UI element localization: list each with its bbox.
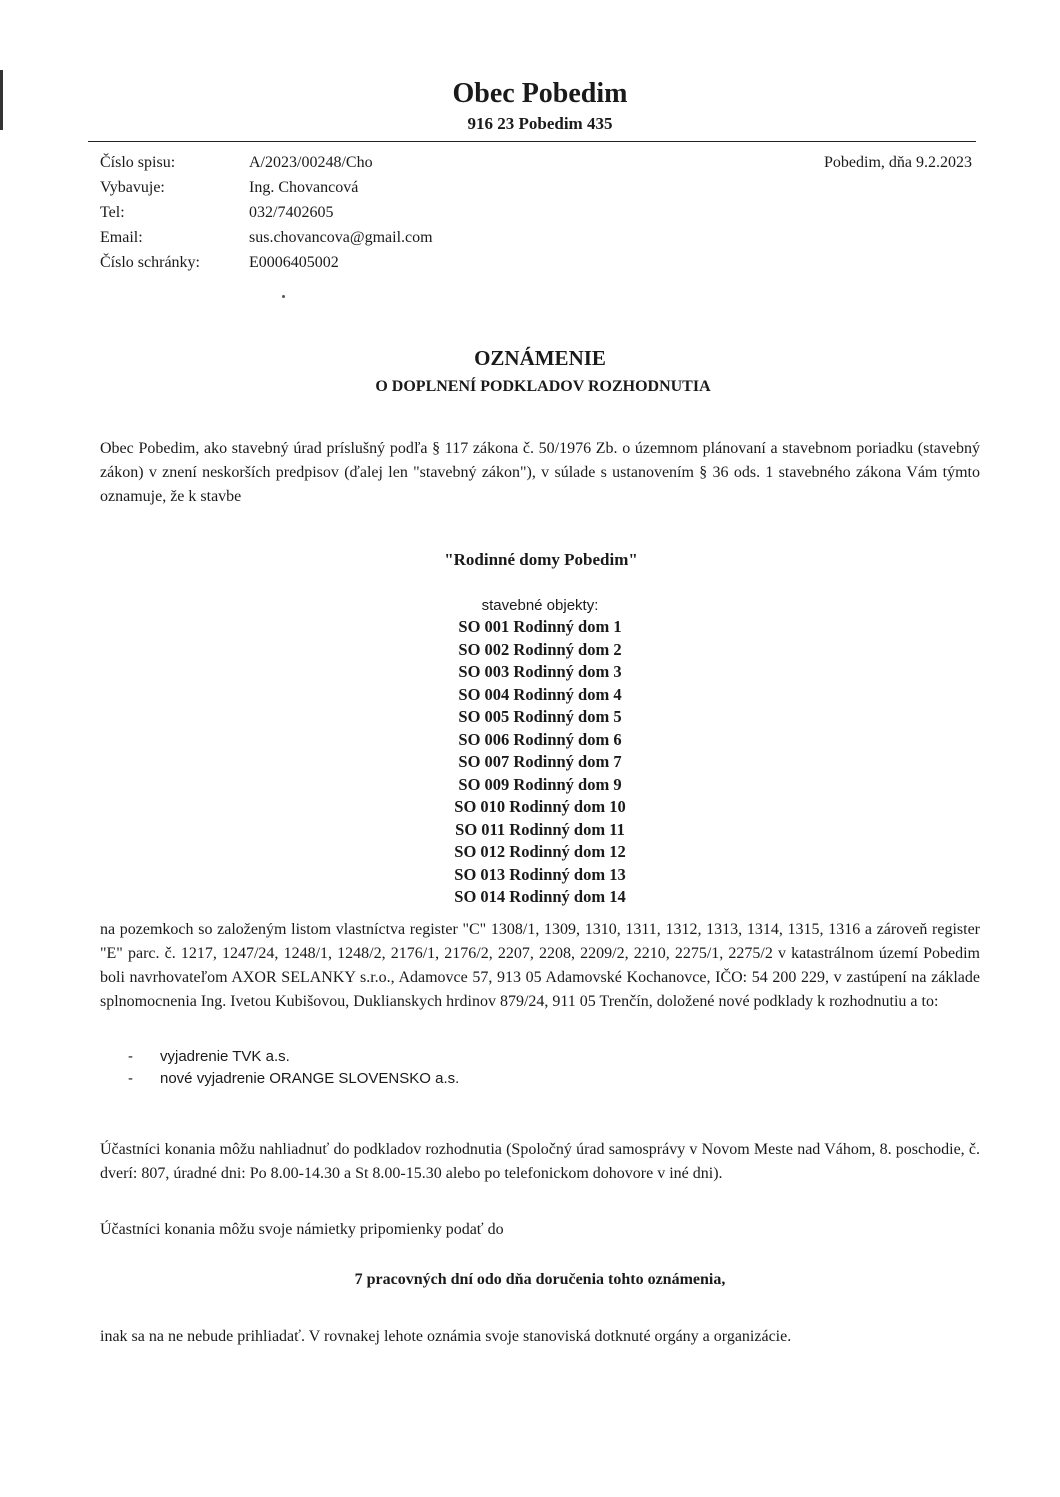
meta-label: Číslo spisu: (100, 154, 176, 171)
building-object-item: SO 005 Rodinný dom 5 (458, 707, 622, 726)
building-object-item: SO 013 Rodinný dom 13 (454, 864, 626, 884)
meta-label: Tel: (100, 204, 125, 221)
meta-row-file-number (100, 150, 433, 175)
building-object-item: SO 002 Rodinný dom 2 (458, 639, 622, 659)
bullet-dash: - (128, 1048, 133, 1065)
inspection-paragraph: Účastníci konania môžu nahliadnuť do podkladov rozhodnutia (Spoločný úrad samosprávy v Novom Meste nad Váhom, 8. poschodie, č. dverí: 807, úradné dni: Po 8.00-14.30 a St 8.00-15.30 alebo po telefonickom dohovore v iné dni). (100, 1141, 980, 1182)
deadline-statement: 7 pracovných dní odo dňa doručenia tohto oznámenia, (354, 1271, 726, 1288)
file-metadata (100, 150, 433, 275)
building-object-item: SO 014 Rodinný dom 14 (454, 887, 626, 906)
building-objects-label: stavebné objekty: (481, 597, 599, 614)
meta-label: Vybavuje: (100, 179, 165, 196)
new-documents-list (128, 1046, 459, 1090)
meta-label: Email: (100, 229, 143, 246)
municipality-title: Obec Pobedim (452, 78, 628, 109)
list-item (128, 1068, 459, 1090)
municipality-address: 916 23 Pobedim 435 (467, 114, 613, 133)
place-and-date: Pobedim, dňa 9.2.2023 (824, 154, 972, 171)
meta-row-email (100, 225, 433, 250)
meta-value: E0006405002 (249, 254, 339, 271)
building-object-item: SO 010 Rodinný dom 10 (454, 797, 626, 816)
building-object-item: SO 003 Rodinný dom 3 (458, 662, 622, 681)
parcels-paragraph: na pozemkoch so založeným listom vlastníctva register "C" 1308/1, 1309, 1310, 1311, 1312, 1313, 1314, 1315, 1316 a zároveň register "E" parc. č. 1217, 1247/24, 1248/1, 1248/2, 2176/1, 2176/2, 2207, 2208, 2209/2, 2210, 2275/1, 2275/2 v katastrálnom území Pobedim boli navrhovateľom AXOR SELANKY s.r.o., Adamovce 57, 913 05 Adamovské Kochanovce, IČO: 54 200 229, v zastúpení na základe splnomocnenia Ing. Ivetou Kubišovou, Duklianskych hrdinov 879/24, 911 05 Trenčín, doložené nové podklady k rozhodnutiu a to: (100, 921, 980, 1010)
building-object-item: SO 004 Rodinný dom 4 (458, 684, 622, 704)
building-object-item: SO 007 Rodinný dom 7 (458, 752, 622, 771)
notice-heading: OZNÁMENIE (474, 346, 606, 370)
meta-row-handled-by (100, 175, 433, 200)
project-name: "Rodinné domy Pobedim" (444, 550, 638, 569)
building-object-item: SO 006 Rodinný dom 6 (458, 729, 622, 749)
building-object-item: SO 012 Rodinný dom 12 (454, 842, 626, 861)
building-object-item: SO 011 Rodinný dom 11 (455, 819, 625, 839)
closing-paragraph: inak sa na ne nebude prihliadať. V rovnakej lehote oznámia svoje stanoviská dotknuté orgány a organizácie. (100, 1328, 792, 1345)
intro-paragraph: Obec Pobedim, ako stavebný úrad príslušný podľa § 117 zákona č. 50/1976 Zb. o územnom plánovaní a stavebnom poriadku (stavebný zákon) v znení neskorších predpisov (ďalej len "stavebný zákon"), v súlade s ustanovením § 36 ods. 1 stavebného zákona Vám týmto oznamuje, že k stavbe (100, 440, 980, 505)
list-item (128, 1046, 459, 1068)
building-object-item: SO 001 Rodinný dom 1 (458, 617, 622, 636)
building-objects-list (0, 616, 1060, 909)
meta-value: sus.chovancova@gmail.com (249, 229, 433, 246)
meta-value: Ing. Chovancová (249, 179, 359, 196)
meta-value: 032/7402605 (249, 204, 334, 221)
objections-paragraph: Účastníci konania môžu svoje námietky pripomienky podať do (100, 1221, 504, 1238)
list-item-text: nové vyjadrenie ORANGE SLOVENSKO a.s. (160, 1070, 460, 1087)
bullet-dash: - (128, 1070, 133, 1087)
meta-value: A/2023/00248/Cho (249, 154, 373, 171)
list-item-text: vyjadrenie TVK a.s. (160, 1048, 290, 1065)
meta-row-phone (100, 200, 433, 225)
scan-speck (282, 295, 285, 298)
meta-row-mailbox (100, 250, 433, 275)
notice-subheading: O DOPLNENÍ PODKLADOV ROZHODNUTIA (375, 378, 711, 395)
header-divider (88, 141, 976, 142)
meta-label: Číslo schránky: (100, 254, 200, 271)
building-object-item: SO 009 Rodinný dom 9 (458, 774, 622, 794)
